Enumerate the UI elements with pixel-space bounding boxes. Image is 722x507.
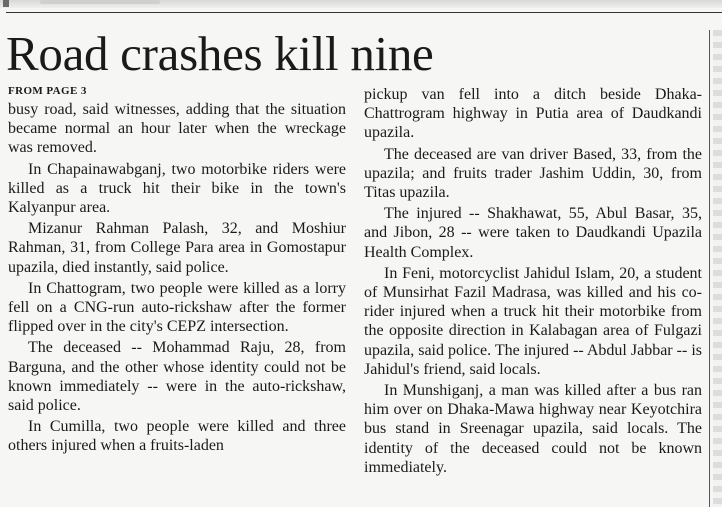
top-rule [6,12,722,13]
article-paragraph: The deceased -- Mohammad Raju, 28, from Barguna, and the other whose identity could not be known immediately -- were in the auto-rickshaw, said police. [8,339,346,415]
article-paragraph: In Cumilla, two people were killed and three others injured when a fruits-laden [8,418,346,455]
adjacent-column-edge [713,30,722,507]
article-paragraph: The injured -- Shakhawat, 55, Abul Basar, 35, and Jibon, 28 -- were taken to Daudkandi Upazila Health Complex. [364,205,702,261]
faded-page-header [40,0,160,4]
article-paragraph: Mizanur Rahman Palash, 32, and Moshiur Rahman, 31, from College Para area in Gomostapur upazila, died instantly, said police. [8,220,346,276]
column-edge-rule [709,30,710,507]
page-top-strip [0,0,722,8]
article-paragraph: In Feni, motorcyclist Jahidul Islam, 20, a student of Munsirhat Fazil Madrasa, was killed and his co-rider injured when a truck hit their motorbike from the opposite direction in Kalabagan area of Fulgazi upazila, said police. The injured -- Abdul Jabbar -- is Jahidul's friend, said locals. [364,264,702,378]
article-paragraph: In Chapainawabganj, two motorbike riders were killed as a truck hit their bike in the town's Kalyanpur area. [8,160,346,217]
article-paragraph: In Chattogram, two people were killed as a lorry fell on a CNG-run auto-rickshaw after the former flipped over in the city's CEPZ intersection. [8,279,346,336]
article-paragraph: busy road, said witnesses, adding that the situation became normal an hour later when the wreckage was removed. [8,101,346,157]
page-corner-mark [3,0,9,7]
left-column [8,100,346,456]
article-paragraph: The deceased are van driver Based, 33, from the upazila; and fruits trader Jashim Uddin, 30, from Titas upazila. [364,145,702,202]
headline: Road crashes kill nine [6,26,434,81]
right-column [364,85,702,477]
dateline: FROM PAGE 3 [8,85,87,97]
article-paragraph: In Munshiganj, a man was killed after a bus ran him over on Dhaka-Mawa highway near Keyotchira bus stand in Sreenagar upazila, said locals. The identity of the deceased could not be known immediately. [364,382,702,476]
article-paragraph: pickup van fell into a ditch beside Dhaka-Chattrogram highway in Putia area of Daudkandi upazila. [364,86,702,142]
